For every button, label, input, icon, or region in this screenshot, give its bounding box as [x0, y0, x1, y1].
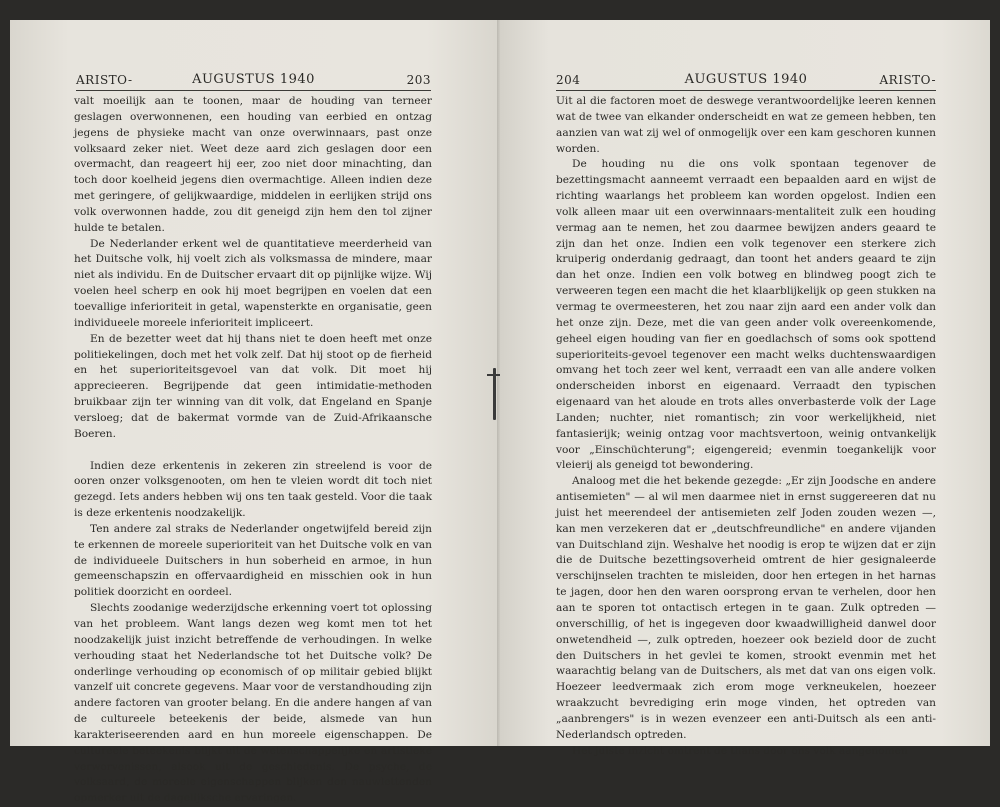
right-running-date: AUGUSTUS 1940 — [684, 72, 808, 87]
right-page-header — [556, 68, 936, 91]
paragraph: De houding nu die ons volk spontaan tegenover de bezettingsmacht aanneemt verraadt een bepaalden aard en wijst de richting waarlangs het probleem kan worden opgelost. Indien een volk alleen maar uit een overwinnaars-mentaliteit zulk een houding vermag aan te nemen, het zou daarmee bewijzen anders geaard te zijn dan het onze. Indien een volk tegenover een sterkere zich kruiperig onderdanig gedraagt, dan toont het anders geaard te zijn dan het onze. Indien een volk botweg en blindweg poogt zich te verweeren tegen een macht die het klaarblijkelijk op geen stukken na vermag te overmeesteren, het zou naar zijn aard een ander volk dan het onze zijn. Deze, met die van geen ander volk overeenkomende, geheel eigen houding van fier en goedlachsch of soms ook spottend superioriteits-gevoel tegenover een macht welks duchtenswaardigen omvang het toch zeer wel kent, verraadt een van alle andere volken onderscheiden inborst en eigenaard. Verraadt den typischen eigenaard van het aloude en trots alles onverbasterde volk der Lage Landen; nuchter, niet romantisch; zin voor werkelijkheid, niet fantasierijk; weinig ontzag voor machtsvertoon, weinig ontvankelijk voor „Einschüchterung"; eigengereid; evenmin toegankelijk voor vleierij als geneigd tot bewondering. — [556, 158, 936, 472]
right-page-body — [556, 94, 936, 759]
staple-hook — [487, 374, 501, 376]
paragraph: Het juiste inzicht omtrent de thans door ons volk aangenomen — [572, 744, 908, 757]
left-page-number: 203 — [406, 73, 431, 87]
paragraph: Indien deze erkentenis in zekeren zin streelend is voor de ooren onzer volksgenooten, om hen te vleien wordt dit toch niet gezegd. Iets anders hebben wij ons ten taak gesteld. Voor die taak is deze erkentenis noodzakelijk. — [74, 459, 432, 520]
paragraph: En de bezetter weet dat hij thans niet te doen heeft met onze politiekelingen, doch met het volk zelf. Dat hij stoot op de fierheid en het superioriteitsgevoel van dat volk. Dit moet hij apprecieeren. Begrijpende dat geen intimidatie-methoden bruikbaar zijn ter winning van dit volk, dat Engeland en Spanje versloeg; dat de bakermat vormde van de Zuid-Afrikaansche Boeren. — [74, 332, 432, 440]
left-running-title: ARISTO- — [76, 73, 133, 87]
paragraph: Slechts zoodanige wederzijdsche erkenning voert tot oplossing van het probleem. Want langs dezen weg komt men tot het noodzakelijk juist inzicht betreffende de verhoudingen. In welke verhouding staat het Nederlandsche tot het Duitsche volk? De onderlinge verhouding op economisch of op militair gebied blijkt vanzelf uit concrete gegevens. Maar voor de verstandhouding zijn andere factoren van grooter belang. En die andere hangen af van de cultureele beteekenis der beide, alsmede van hun karakteriseerenden aard en hun moreele eigenschappen. De cultureele beteekenis blijkt uit de wetenschappelijke en artistieke verworvenissen, alsook uit de geschiedenis. De psyche, de volksaard, de moreele eigenschappen blijken den nauwlettenden opmerker uit de dagelijksche ervaringen. — [74, 602, 432, 805]
left-running-date: AUGUSTUS 1940 — [192, 72, 315, 87]
paragraph: De Nederlander erkent wel de quantitatieve meerderheid van het Duitsche volk, hij voelt zich als volksmassa de mindere, maar niet als individu. En de Duitscher ervaart dit op pijnlijke wijze. Wij voelen heel scherp en ook hij moet begrijpen en voelen dat een toevallige inferioriteit in getal, wapensterkte en organisatie, geen individueele moreele inferioriteit impliceert. — [74, 237, 432, 329]
paragraph: valt moeilijk aan te toonen, maar de houding van terneer geslagen overwonnenen, een houding van eerbied en ontzag jegens de physieke macht van onze overwinnaars, past onze volksaard zeker niet. Weet deze aard zich geslagen door een overmacht, dan reageert hij eer, zoo niet door minachting, dan toch door koelheid jegens dien overmachtige. Alleen indien deze met geringere, of gelijkwaardige, middelen in eerlijken strijd ons volk overwonnen hadde, zou dit geneigd zijn hem den tol zijner hulde te betalen. — [74, 95, 432, 234]
section-break — [74, 443, 432, 459]
left-page-header — [76, 68, 431, 91]
paragraph: Analoog met die het bekende gezegde: „Er zijn Joodsche en andere antisemieten" — al wil men daarmee niet in ernst suggereeren dat nu juist het meerendeel der antisemieten zelf Joden zouden wezen —, kan men verzekeren dat er „deutschfreundliche" en andere vijanden van Duitschland zijn. Weshalve het noodig is erop te wijzen dat er zijn die de Duitsche bezettingsoverheid omtrent de hier gesignaleerde verschijnselen trachten te misleiden, door hen ertegen in het harnas te jagen, door hen den waren oorsprong ervan te verhelen, door hen aan te sporen tot ontactisch ertegen in te gaan. Zulk optreden — onverschillig, of het is ingegeven door kwaadwilligheid danwel door onwetendheid —, zulk optreden, hoezeer ook bezield door de zucht den Duitschers in het gevlei te komen, strookt evenmin met het waarachtig belang van de Duitschers, als met dat van ons eigen volk. Hoezeer leedvermaak zich erom moge verkneukelen, hoezeer wraakzucht bevrediging erin moge vinden, het optreden van „aanbrengers" is in wezen evenzeer een anti-Duitsch als een anti-Nederlandsch optreden. — [556, 475, 936, 741]
paragraph: Uit al die factoren moet de deswege verantwoordelijke leeren kennen wat de twee van elkander onderscheidt en wat ze gemeen hebben, ten aanzien van wat zij wel of onmogelijk over een kam geschoren kunnen worden. — [556, 95, 936, 155]
left-page-body — [74, 94, 432, 807]
right-page-number: 204 — [556, 73, 581, 87]
left-page — [10, 20, 500, 805]
paragraph: Ten andere zal straks de Nederlander ongetwijfeld bereid zijn te erkennen de moreele superioriteit van het Duitsche volk en van de individueele Duitschers in hun soberheid en armoe, in hun gemeenschapszin en offervaardigheid en misschien ook in hun politiek doorzicht en oordeel. — [74, 522, 432, 599]
right-running-title: ARISTO- — [879, 73, 936, 87]
right-page — [500, 20, 990, 757]
